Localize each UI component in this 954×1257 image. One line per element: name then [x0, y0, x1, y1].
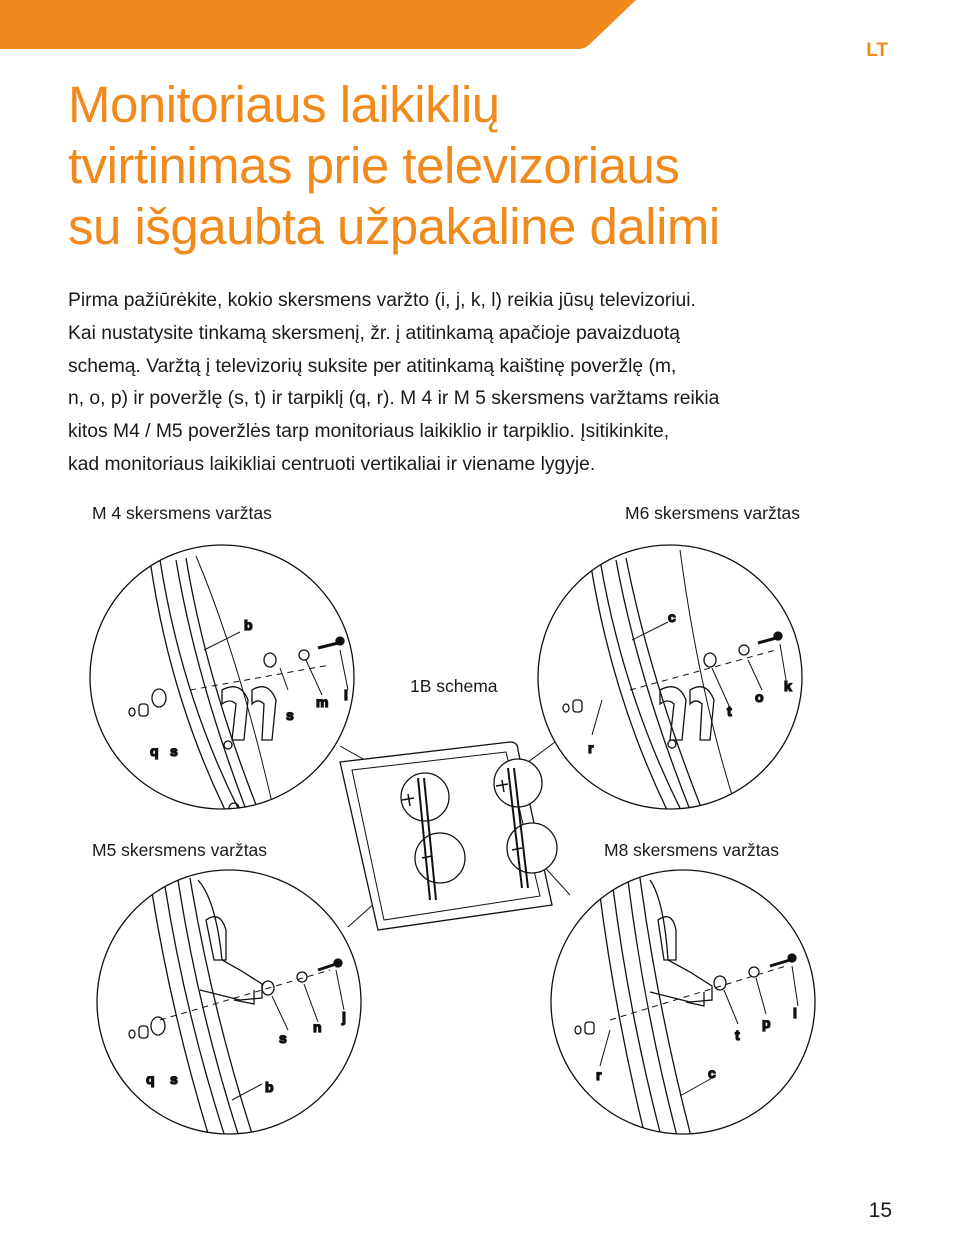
part-label-q: q: [146, 1071, 155, 1087]
body-line-4: n, o, p) ir poveržlę (s, t) ir tarpiklį (q, r). M 4 ir M 5 skersmens varžtams reikia: [68, 388, 720, 410]
title-line-1: Monitoriaus laikiklių: [68, 76, 500, 133]
detail-m8: [551, 870, 815, 1140]
part-label-l: l: [793, 1005, 797, 1021]
title-line-2: tvirtinimas prie televizoriaus: [68, 137, 680, 194]
caption-m5: M5 skersmens varžtas: [92, 840, 268, 860]
caption-m6: M6 skersmens varžtas: [625, 503, 801, 523]
part-label-o: o: [755, 689, 764, 705]
page-number: 15: [868, 1199, 892, 1222]
part-label-t: t: [727, 703, 732, 719]
part-label-s: s: [286, 707, 294, 723]
part-label-b: b: [265, 1079, 274, 1095]
part-label-k: k: [784, 678, 792, 694]
detail-m6: [538, 545, 802, 820]
detail-m5: [97, 870, 361, 1140]
part-label-j: j: [342, 1009, 346, 1025]
schema-label: 1B schema: [410, 676, 498, 696]
part-label-r: r: [596, 1067, 602, 1083]
instructions-paragraph: [68, 285, 868, 482]
part-label-n: n: [313, 1019, 322, 1035]
caption-m4: M 4 skersmens varžtas: [92, 503, 272, 523]
body-line-6: kad monitoriaus laikikliai centruoti vertikaliai ir viename lygyje.: [68, 453, 596, 475]
part-label-s2: s: [170, 743, 178, 759]
tv-back-illustration: [340, 742, 557, 930]
orange-header-banner: [0, 0, 954, 50]
part-label-t: t: [735, 1027, 740, 1043]
part-label-r: r: [588, 740, 594, 756]
part-label-q: q: [150, 743, 159, 759]
page-title: [68, 74, 888, 257]
body-line-1: Pirma pažiūrėkite, kokio skersmens varžto (i, j, k, l) reikia jūsų televizoriui.: [68, 290, 696, 311]
part-label-c: c: [668, 609, 676, 625]
part-label-s2: s: [170, 1071, 178, 1087]
detail-m4: [90, 545, 354, 820]
language-tag: LT: [866, 40, 888, 61]
title-line-3: su išgaubta užpakaline dalimi: [68, 198, 720, 255]
body-line-5: kitos M4 / M5 poveržlės tarp monitoriaus laikiklio ir tarpiklio. Įsitikinkite,: [68, 421, 670, 443]
caption-m8: M8 skersmens varžtas: [604, 840, 780, 860]
part-label-c: c: [708, 1065, 716, 1081]
part-label-i: i: [344, 687, 348, 703]
part-label-s: s: [279, 1030, 287, 1046]
mounting-diagram: [0, 540, 954, 1160]
part-label-m: m: [316, 694, 329, 710]
body-line-3: schemą. Varžtą į televizorių suksite per atitinkamą kaištinę poveržlę (m,: [68, 355, 677, 377]
part-label-b: b: [244, 617, 253, 633]
body-line-2: Kai nustatysite tinkamą skersmenį, žr. į atitinkamą apačioje pavaizduotą: [68, 322, 680, 344]
part-label-p: p: [762, 1015, 771, 1031]
